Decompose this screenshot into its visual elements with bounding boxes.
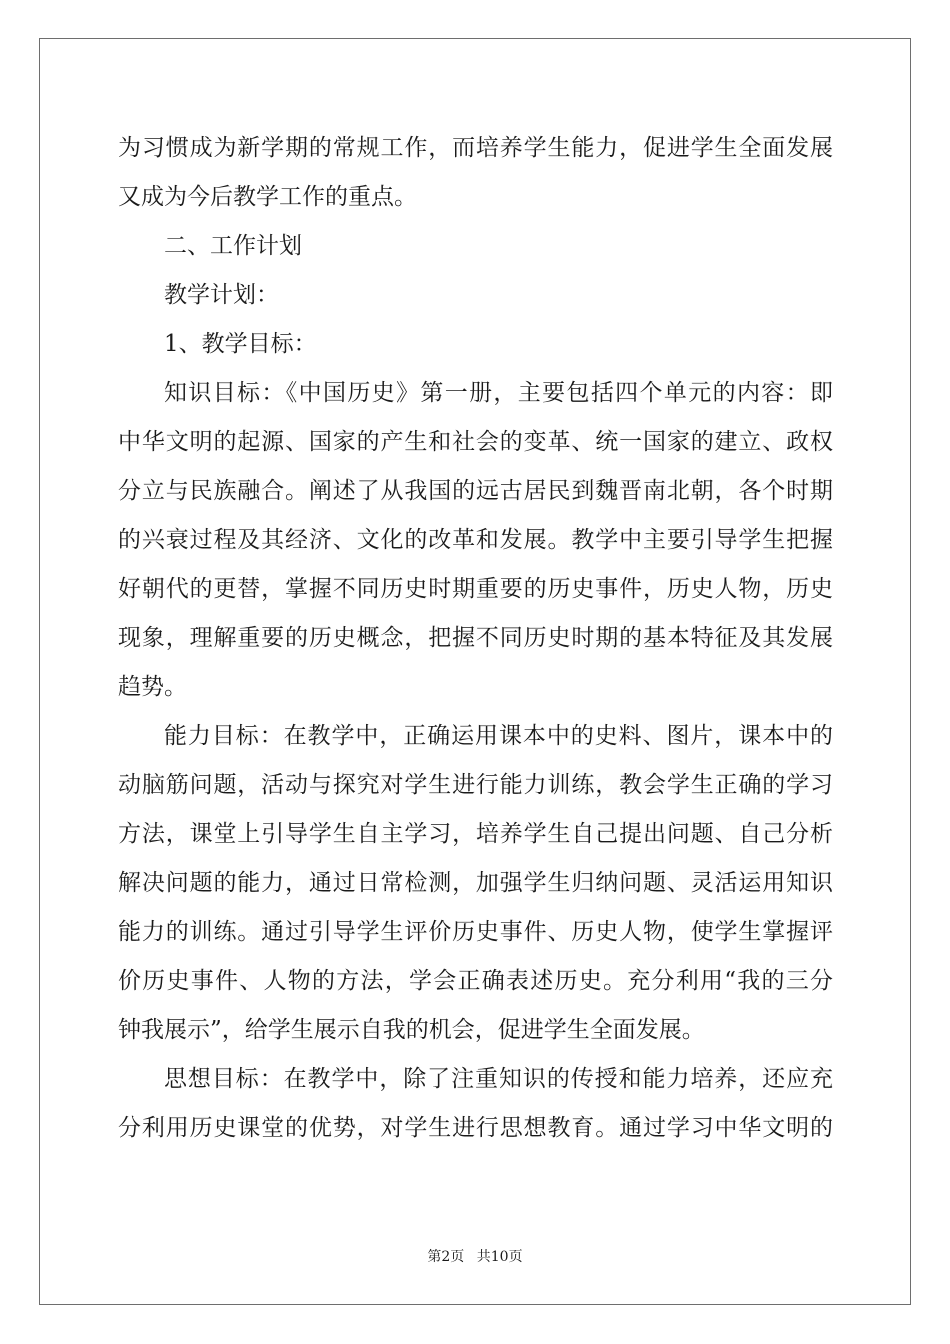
text-line: 动脑筋问题，活动与探究对学生进行能力训练，教会学生正确的学习 [118, 772, 833, 798]
subsection-heading: 1、教学目标： [164, 331, 317, 357]
text-line: 价历史事件、人物的方法，学会正确表述历史。充分利用“我的三分 [118, 968, 833, 994]
text-line: 分利用历史课堂的优势，对学生进行思想教育。通过学习中华文明的 [118, 1115, 833, 1141]
page-number: 第2页 [427, 1249, 465, 1265]
page-footer [0, 1246, 950, 1266]
section-heading: 二、工作计划 [164, 233, 302, 259]
page-total: 共10页 [476, 1249, 523, 1265]
text-line: 方法，课堂上引导学生自主学习，培养学生自己提出问题、自己分析 [118, 821, 833, 847]
text-line: 中华文明的起源、国家的产生和社会的变革、统一国家的建立、政权 [118, 429, 833, 455]
document-body [118, 124, 833, 1153]
subsection-heading: 教学计划： [164, 282, 279, 308]
text-line: 又成为今后教学工作的重点。 [118, 184, 417, 210]
text-line: 能力的训练。通过引导学生评价历史事件、历史人物，使学生掌握评 [118, 919, 833, 945]
text-line: 好朝代的更替，掌握不同历史时期重要的历史事件，历史人物，历史 [118, 576, 833, 602]
text-line: 钟我展示”，给学生展示自我的机会，促进学生全面发展。 [118, 1017, 705, 1043]
text-line: 现象，理解重要的历史概念，把握不同历史时期的基本特征及其发展 [118, 625, 833, 651]
text-line: 分立与民族融合。阐述了从我国的远古居民到魏晋南北朝，各个时期 [118, 478, 833, 504]
text-line: 能力目标：在教学中，正确运用课本中的史料、图片，课本中的 [164, 723, 833, 749]
text-line: 思想目标：在教学中，除了注重知识的传授和能力培养，还应充 [164, 1066, 833, 1092]
text-line: 解决问题的能力，通过日常检测，加强学生归纳问题、灵活运用知识 [118, 870, 833, 896]
text-line: 知识目标：《中国历史》第一册，主要包括四个单元的内容：即 [164, 380, 833, 406]
text-line: 的兴衰过程及其经济、文化的改革和发展。教学中主要引导学生把握 [118, 527, 833, 553]
text-line: 趋势。 [118, 674, 187, 700]
text-line: 为习惯成为新学期的常规工作，而培养学生能力，促进学生全面发展 [118, 135, 833, 161]
